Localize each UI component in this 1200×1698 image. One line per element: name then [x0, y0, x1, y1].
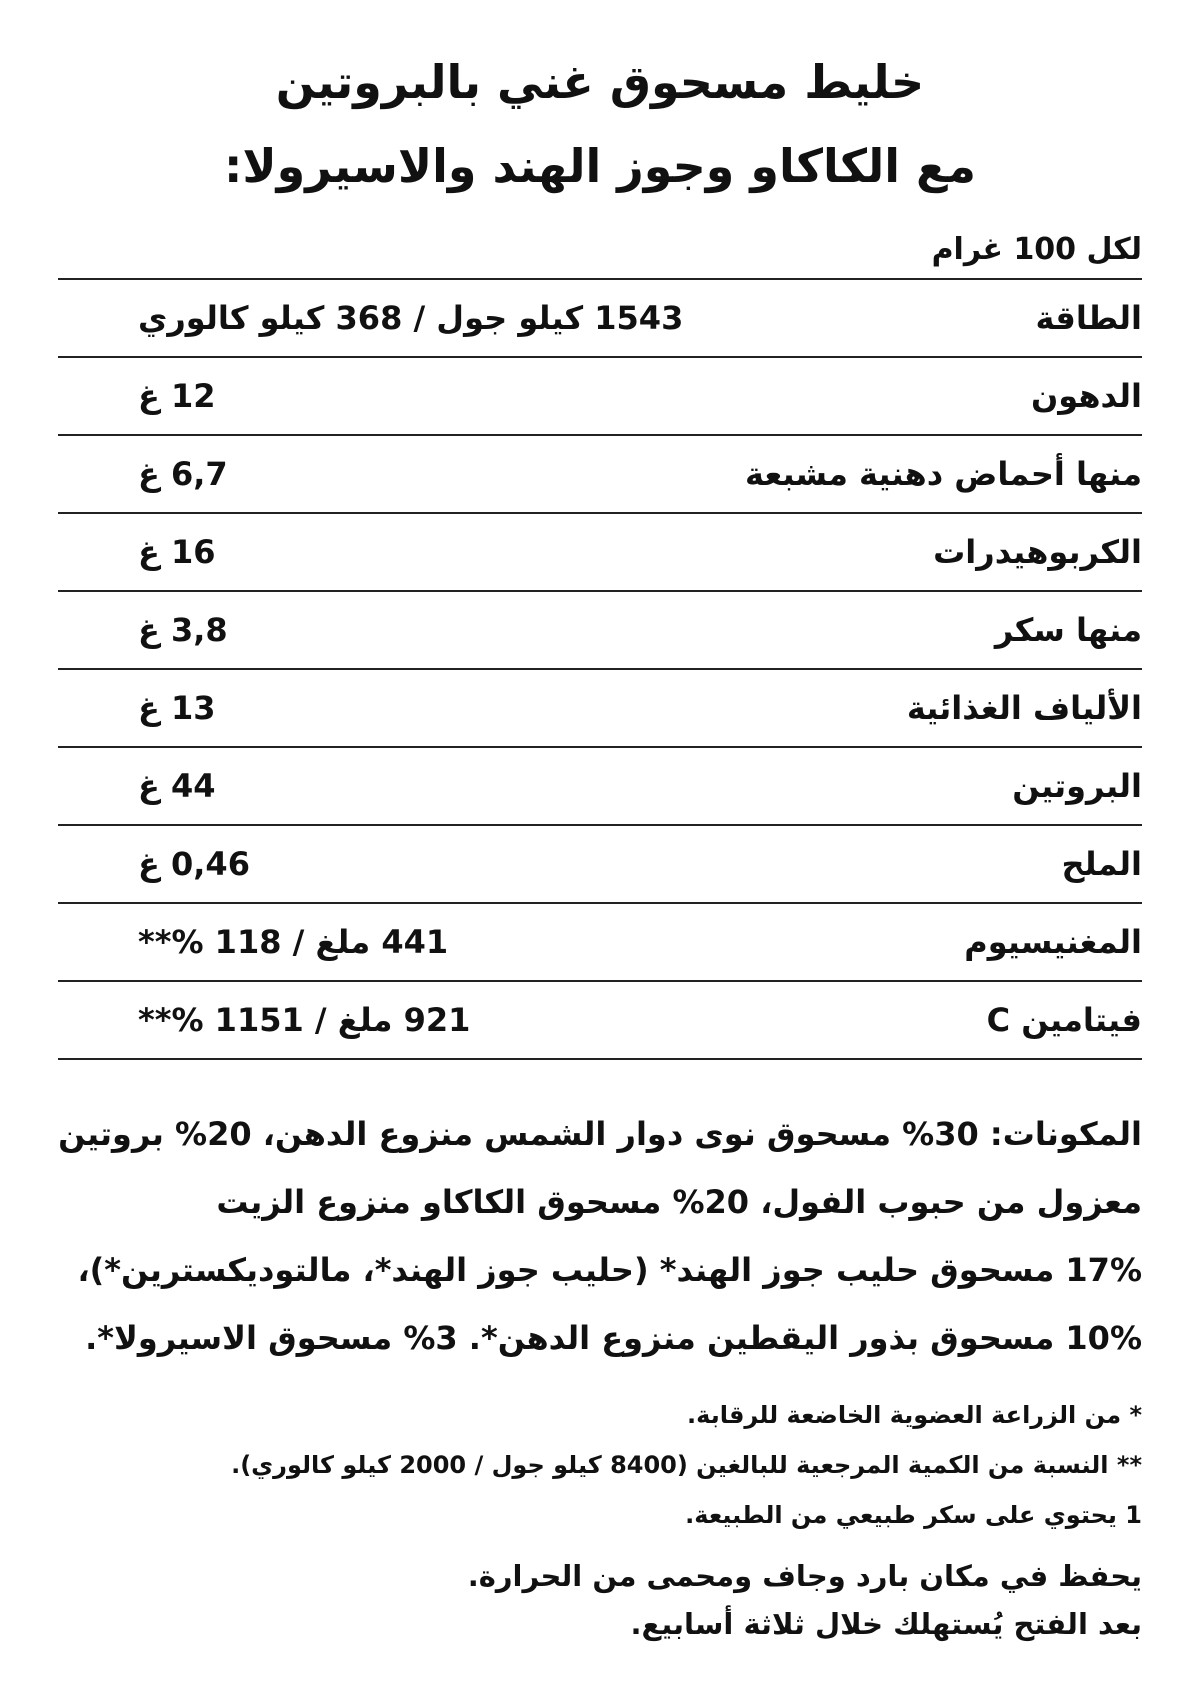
- ingredients-line: معزول من حبوب الفول، 20% مسحوق الكاكاو منزوع الزيت: [216, 1183, 1142, 1221]
- ingredients-paragraph: [58, 1100, 1142, 1372]
- nutrition-label: منها سكر: [994, 611, 1142, 649]
- nutrition-label: المغنيسيوم: [964, 923, 1142, 961]
- nutrition-row-magnesium: [58, 904, 1142, 982]
- title-line-2: مع الكاكاو وجوز الهند والاسيرولا:: [224, 139, 976, 193]
- nutrition-row-salt: [58, 826, 1142, 904]
- footnotes: [58, 1390, 1142, 1540]
- nutrition-value: 921 ملغ / 1151 %**: [138, 1001, 471, 1039]
- product-title: [58, 40, 1142, 208]
- ingredients-line: 10% مسحوق بذور اليقطين منزوع الدهن*. 3% مسحوق الاسيرولا*.: [85, 1319, 1142, 1357]
- ingredients-line: المكونات: 30% مسحوق نوى دوار الشمس منزوع الدهن، 20% بروتين: [58, 1115, 1142, 1153]
- nutrition-value: 16 غ: [138, 533, 216, 571]
- nutrition-row-carbohydrates: [58, 514, 1142, 592]
- nutrition-value: 13 غ: [138, 689, 216, 727]
- nutrition-value: 3,8 غ: [138, 611, 228, 649]
- nutrition-row-fat: [58, 358, 1142, 436]
- nutrition-label: الألياف الغذائية: [906, 689, 1142, 727]
- footnote-natural-sugar: 1 يحتوي على سكر طبيعي من الطبيعة.: [685, 1501, 1142, 1529]
- nutrition-value: 1543 كيلو جول / 368 كيلو كالوري: [138, 299, 684, 337]
- nutrition-label: الدهون: [1030, 377, 1142, 415]
- nutrition-value: 12 غ: [138, 377, 216, 415]
- nutrition-label: منها أحماض دهنية مشبعة: [744, 455, 1142, 493]
- nutrition-value: 44 غ: [138, 767, 216, 805]
- nutrition-row-vitamin-c: [58, 982, 1142, 1060]
- nutrition-row-protein: [58, 748, 1142, 826]
- title-line-1: خليط مسحوق غني بالبروتين: [275, 55, 925, 109]
- nutrition-label: الملح: [1061, 845, 1142, 883]
- nutrition-row-sugar: [58, 592, 1142, 670]
- nutrition-label: الطاقة: [1035, 299, 1142, 337]
- storage-line: بعد الفتح يُستهلك خلال ثلاثة أسابيع.: [630, 1607, 1142, 1641]
- footnote-organic: * من الزراعة العضوية الخاضعة للرقابة.: [687, 1401, 1142, 1429]
- ingredients-line: 17% مسحوق حليب جوز الهند* (حليب جوز الهند*، مالتوديكسترين*)،: [77, 1251, 1142, 1289]
- nutrition-value: 6,7 غ: [138, 455, 228, 493]
- nutrition-row-fiber: [58, 670, 1142, 748]
- nutrition-label: فيتامين C: [986, 1001, 1142, 1039]
- nutrition-label: البروتين: [1012, 767, 1142, 805]
- nutrition-value: 441 ملغ / 118 %**: [138, 923, 449, 961]
- per-serving-heading: لكل 100 غرام: [931, 232, 1142, 267]
- nutrition-table: [58, 278, 1142, 1060]
- footnote-reference-intake: ** النسبة من الكمية المرجعية للبالغين (8400 كيلو جول / 2000 كيلو كالوري).: [231, 1451, 1142, 1479]
- nutrition-row-energy: [58, 280, 1142, 358]
- storage-line: يحفظ في مكان بارد وجاف ومحمى من الحرارة.: [467, 1559, 1142, 1593]
- storage-instructions: [58, 1552, 1142, 1648]
- nutrition-value: 0,46 غ: [138, 845, 250, 883]
- nutrition-label: الكربوهيدرات: [933, 533, 1142, 571]
- nutrition-row-saturated-fat: [58, 436, 1142, 514]
